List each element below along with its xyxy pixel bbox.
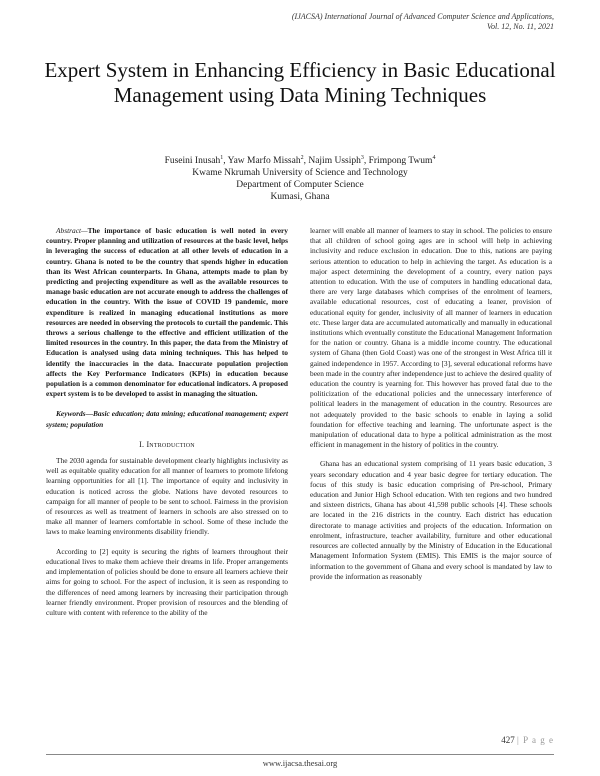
keywords-text: Basic education; data mining; educational management; expert system; population — [46, 409, 288, 429]
affiliation-location: Kumasi, Ghana — [270, 192, 330, 203]
author-block: Fuseini Inusah$^1$, Yaw Marfo Missah$^2$, Najim Ussiph$^3$, Frimpong Twum$^4$ Kwame Nkrumah University of Science and Technology Department of Computer Science Kumasi, Ghana — [40, 152, 560, 203]
author-name: Frimpong Twum — [368, 156, 433, 167]
journal-volume: Vol. 12, No. 11, 2021 — [487, 22, 554, 31]
section-number: I. — [139, 439, 145, 449]
footer-divider — [46, 754, 554, 755]
keywords — [46, 409, 288, 429]
section-heading — [46, 440, 288, 450]
body-paragraph: Ghana has an educational system comprising of 11 years basic education, 3 years secondary education and 4 year basic degree for tertiary education. The focus of this study is basic education comprising of Pre-school, Primary education and Junior High School education. With ten regions and two hundred and sixteen districts, Ghana has about 41,598 public schools [4]. These schools are located in the 216 districts in the country. Each district has education directorate to manage activities and projects of the education. Information on enrolment, infrastructure, teacher availability, furniture and other educational resources are collected annually by the Ministry of Education in the Educational Management Information System (EMIS). This EMIS is the major source of information to the government of Ghana and every school is mandated by law to provide the information as reasonably — [310, 459, 552, 581]
author-name: Fuseini Inusah — [164, 156, 221, 167]
journal-website: www.ijacsa.thesai.org — [262, 758, 338, 768]
author-affil-mark: 2 — [300, 155, 304, 161]
body-paragraph: The 2030 agenda for sustainable development clearly highlights inclusivity as well as equitable quality education for all manner of learners to promote lifelong learning opportunities for all [1]. The importance of equity and inclusivity in education is noticed across the globe. Nations have devoted resources to campaign for all manner of people to be sent to school. Fairness in the provision of resources as well as treatment of learners in schools are also stressed on to make all manner of learners comfortable in school. Some of these include the laws to make learning environments disability friendly. — [46, 456, 288, 537]
journal-name: (IJACSA) International Journal of Advanced Computer Science and Applications, — [291, 12, 554, 21]
author-affil-mark: 3 — [360, 155, 364, 161]
author-name: Yaw Marfo Missah — [227, 156, 301, 167]
body-paragraph: According to [2] equity is securing the rights of learners throughout their educational lives to make them achieve their dreams in life. Proper arrangements and implementation of policies should be done to ensure all learners achieve their aims for going to school. For the aspect of inclusion, it is seen as responding to the differences of need among learners by increasing their participation through learner friendly environment. Proper provision of resources and the blending of culture with content with reference to the ability of the — [46, 546, 288, 617]
right-column — [310, 226, 552, 582]
page-number-value: 427 — [501, 735, 515, 745]
affiliation-department: Department of Computer Science — [236, 180, 364, 191]
author-name: Najim Ussiph — [308, 156, 361, 167]
page-number — [501, 735, 554, 745]
abstract — [46, 226, 288, 399]
abstract-text: The importance of basic education is well noted in every country. Proper planning and utilization of resources at the basic level, helps in leveraging the success of education at all other levels of education in a country. Ghana is noted to be the country that spends higher in education than its West African counterparts. In Ghana, attempts made to plan by predicting and projecting expenditure as well as the available resources to manage basic education are not accurate enough to address the challenges of education in the country. With the issue of COVID 19 pandemic, more expenditure is realized in managing educational institutions as more resources are needed in observing the protocols to curtail the pandemic. This throws a serious challenge to the effective and efficient utilization of the limited resources in the country. In this paper, the data from the Ministry of Education is analysed using data mining techniques. This has helped to identify the inaccuracies in the data. Inaccurate population projection affects the Key Performance Indicators (KPIs) in education because population is a common denominator for educational indicators. A proposed expert system is to be developed to assist in managing the situation. — [46, 226, 288, 399]
section-title: Introduction — [146, 439, 195, 449]
affiliation-university: Kwame Nkrumah University of Science and Technology — [192, 168, 408, 179]
body-paragraph: learner will enable all manner of learners to stay in school. The policies to ensure that all children of school going ages are in school will help in achieving inclusivity and reduce exclusion in education. Due to this, nations are paying serious attention to education to help in achieving the target. As education is a major aspect determining the development of a country, every nation pays attention to education. With the use of computers in handling educational data, there are very large databases which comprises of the enrolment of learners, available educational resources, cost of educating a leaner, provision of educational equity for gender, inclusivity of all manner of learners in education etc. These larger data are accumulated automatically and manually in educational institutions which eventually constitute the Educational Management Information for the nation or country. Ghana is a middle income country. The educational system of Ghana (then Gold Coast) was one of the strongest in West Africa till it gained independence in 1957. According to [3], several educational reforms have been made in the country after independence just to achieve the desired quality of education the country is yearning for. This however has proved fatal due to the politicization of the educational policies and the unnecessary interference of political leaders in the management of education in the country. Resources are not adequately provided to the basic schools to enable in laying a solid foundation for effective teaching and learning. The unfortunate aspect is the manipulation of educational data to hype a political administration as the most efficient in management in the history of politics in the country. — [310, 226, 552, 450]
keywords-lead: Keywords— — [56, 409, 93, 419]
author-affil-mark: 1 — [220, 155, 224, 161]
abstract-lead: Abstract— — [56, 226, 88, 235]
page-label: | P a g e — [517, 735, 554, 745]
journal-header — [154, 12, 554, 32]
left-column — [46, 226, 288, 618]
author-affil-mark: 4 — [432, 155, 436, 161]
paper-title: Expert System in Enhancing Efficiency in Basic Educational Management using Data Mining Techniques — [44, 58, 556, 107]
